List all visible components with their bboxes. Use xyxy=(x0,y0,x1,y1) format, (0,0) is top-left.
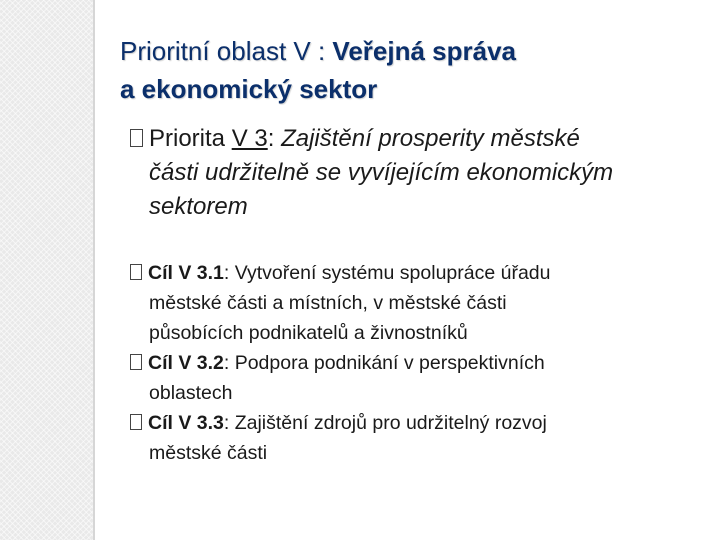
goal-line: oblastech xyxy=(149,382,233,404)
priority-colon: : xyxy=(267,125,282,152)
goal-label: Cíl V 3.2 xyxy=(148,352,224,374)
side-strip-divider xyxy=(93,0,95,540)
title-part-regular: Prioritní oblast V : xyxy=(120,36,333,66)
goal-item xyxy=(130,408,710,468)
title-part-bold: Veřejná správa xyxy=(332,36,516,66)
bullet-box-icon xyxy=(130,354,142,370)
bullet-box-icon xyxy=(130,414,142,430)
goal-line xyxy=(130,408,710,438)
bullet-box-icon xyxy=(130,264,142,280)
goal-line xyxy=(130,348,710,378)
goal-text: : Vytvoření systému spolupráce úřadu xyxy=(223,262,551,284)
priority-label: Priorita xyxy=(149,125,232,152)
goal-label: Cíl V 3.3 xyxy=(148,412,224,434)
goal-text: : Podpora podnikání v perspektivních xyxy=(223,352,545,374)
bullet-box-icon xyxy=(130,129,143,147)
goals-list xyxy=(130,258,710,468)
title-line-1 xyxy=(120,32,700,70)
goal-item xyxy=(130,348,710,408)
goal-line: městské části a místních, v městské části xyxy=(149,292,507,314)
priority-line-2: části udržitelně se vyvíjejícím ekonomickým xyxy=(149,159,614,186)
goal-line: působících podnikatelů a živnostníků xyxy=(149,322,468,344)
decorative-side-strip xyxy=(0,0,93,540)
goal-label: Cíl V 3.1 xyxy=(148,262,224,284)
priority-line-1 xyxy=(130,122,700,156)
priority-line-3: sektorem xyxy=(149,193,248,220)
priority-text-1: Zajištění prosperity městské xyxy=(281,125,580,152)
priority-bullet xyxy=(130,122,700,224)
slide-title xyxy=(120,32,700,108)
goal-item xyxy=(130,258,710,348)
priority-code: V 3 xyxy=(231,125,268,152)
goal-text: : Zajištění zdrojů pro udržitelný rozvoj xyxy=(223,412,547,434)
title-line-2: a ekonomický sektor xyxy=(120,74,378,104)
goal-line: městské části xyxy=(149,442,268,464)
goal-line xyxy=(130,258,710,288)
